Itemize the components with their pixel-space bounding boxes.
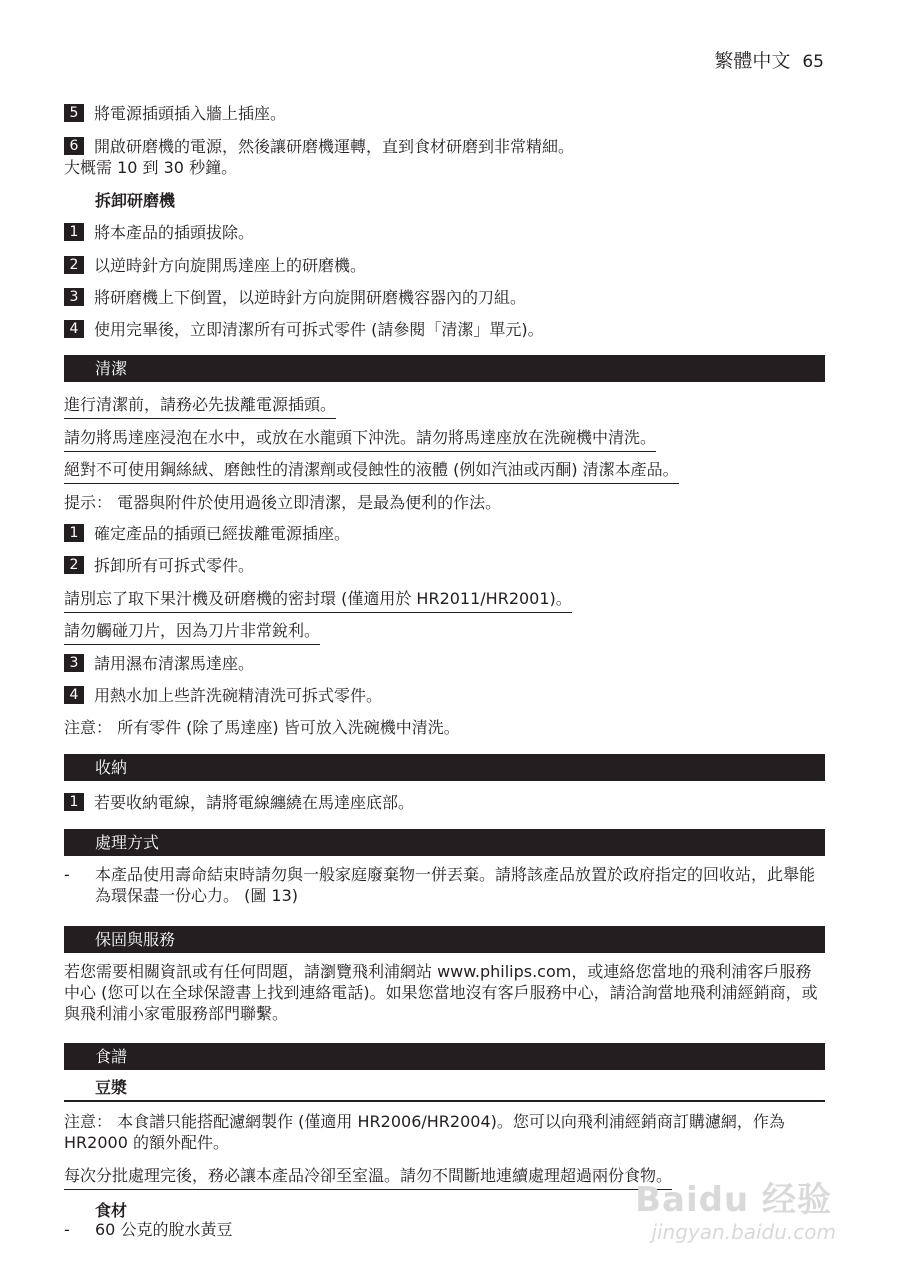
step-text: 用熱水加上些許洗碗精清洗可拆式零件。 [94,686,383,705]
section-header-recipes: 食譜 [64,1043,825,1070]
step-number: 4 [64,686,84,704]
warning-line: 請勿觸碰刀片，因為刀片非常銳利。 [64,618,320,645]
baidu-watermark-url: jingyan.baidu.com [651,1220,836,1244]
step-number: 6 [64,137,84,155]
step-text: 請用濕布清潔馬達座。 [94,654,255,673]
step-text: 開啟研磨機的電源，然後讓研磨機運轉，直到食材研磨到非常精細。 [94,137,575,156]
disassemble-step-3 [64,285,526,308]
ingredients-title: 食材 [95,1201,128,1220]
section-header-storage: 收納 [64,754,825,781]
cleaning-step-3 [64,651,254,674]
tip-text: 提示： 電器與附件於使用過後立即清潔，是最為便利的作法。 [64,493,502,512]
step-text: 以逆時針方向旋開馬達座上的研磨機。 [94,256,367,275]
divider [64,1100,825,1102]
warning-line: 請勿將馬達座浸泡在水中，或放在水龍頭下沖洗。請勿將馬達座放在洗碗機中清洗。 [64,425,656,452]
storage-step-1 [64,790,414,813]
step-number: 2 [64,256,84,274]
disassemble-step-1 [64,220,254,243]
step-number: 4 [64,320,84,338]
warning-line: 絕對不可使用鋼絲絨、磨蝕性的清潔劑或侵蝕性的液體 (例如汽油或丙酮) 清潔本產品。 [64,457,679,484]
step-number: 3 [64,654,84,672]
recipe-note: 注意： 本食譜只能搭配濾網製作 (僅適用 HR2006/HR2004)。您可以向飛利浦經銷商訂購濾網，作為 HR2000 的額外配件。 [64,1112,785,1152]
step-number: 1 [64,793,84,811]
step-number: 1 [64,524,84,542]
cleaning-step-1 [64,521,350,544]
section-header-cleaning: 清潔 [64,355,825,382]
bullet-text: 本產品使用壽命結束時請勿與一般家庭廢棄物一併丟棄。請將該產品放置於政府指定的回收站，此舉能為環保盡一份心力。 (圖 13) [95,865,816,905]
subsection-title-disassemble: 拆卸研磨機 [95,191,176,210]
step-text: 使用完畢後，立即清潔所有可拆式零件 (請參閱「清潔」單元)。 [94,320,544,339]
page-number: 65 [802,52,824,72]
cleaning-step-2 [64,553,254,576]
step-6-note: 大概需 10 到 30 秒鐘。 [64,158,238,177]
step-5 [64,101,286,124]
note-text: 注意： 所有零件 (除了馬達座) 皆可放入洗碗機中清洗。 [64,718,460,737]
step-number: 3 [64,288,84,306]
bullet-text: 60 公克的脫水黃豆 [95,1220,233,1239]
step-text: 將電源插頭插入牆上插座。 [94,104,287,123]
page-header [714,46,824,73]
bullet-dash: - [64,1220,70,1239]
recipe-title: 豆漿 [95,1078,128,1097]
step-text: 若要收納電線，請將電線纏繞在馬達座底部。 [94,793,415,812]
disassemble-step-2 [64,253,366,276]
step-text: 將本產品的插頭拔除。 [94,223,255,242]
step-text: 確定產品的插頭已經拔離電源插座。 [94,524,351,543]
disposal-bullet [64,864,824,908]
ingredient-item [64,1219,464,1241]
step-number: 2 [64,556,84,574]
step-text: 將研磨機上下倒置，以逆時針方向旋開研磨機容器內的刀組。 [94,288,527,307]
bullet-dash: - [64,865,70,884]
section-header-disposal: 處理方式 [64,829,825,856]
warning-line: 每次分批處理完後，務必讓本產品冷卻至室溫。請勿不間斷地連續處理超過兩份食物。 [64,1163,672,1190]
step-text: 拆卸所有可拆式零件。 [94,556,255,575]
disassemble-step-4 [64,317,544,340]
step-6 [64,134,574,157]
header-language: 繁體中文 [714,50,791,72]
warranty-text: 若您需要相關資訊或有任何問題，請瀏覽飛利浦網站 www.philips.com，或連絡您當地的飛利浦客戶服務中心 (您可以在全球保證書上找到連絡電話)。如果您當地沒有客戶服務中心，請洽詢當地飛利浦經銷商，或與飛利浦小家電服務部門聯繫。 [64,962,818,1023]
step-number: 5 [64,104,84,122]
cleaning-step-4 [64,683,382,706]
baidu-watermark-logo: Baidu 经验 [635,1180,832,1220]
warning-line: 進行清潔前，請務必先拔離電源插頭。 [64,392,336,419]
warning-line: 請別忘了取下果汁機及研磨機的密封環 (僅適用於 HR2011/HR2001)。 [64,586,572,613]
section-header-warranty: 保固與服務 [64,926,825,953]
step-number: 1 [64,223,84,241]
